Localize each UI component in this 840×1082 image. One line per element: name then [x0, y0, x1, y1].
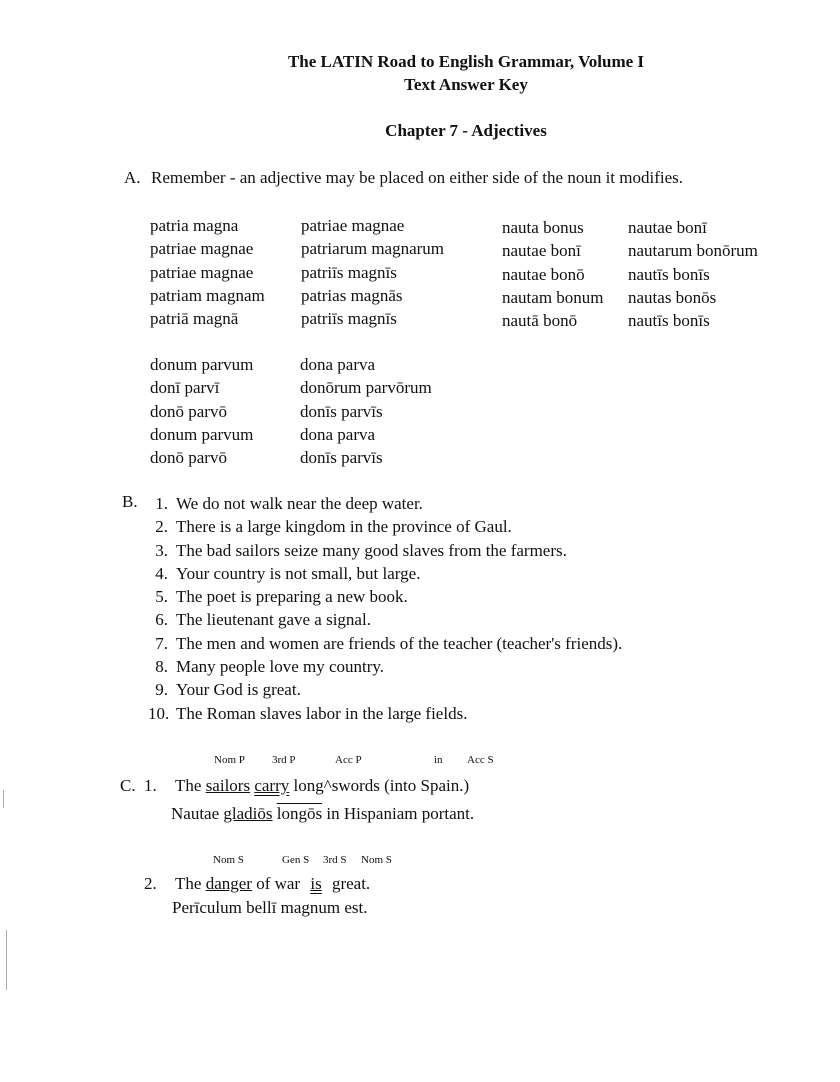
- parse-tag-in: in: [434, 754, 443, 766]
- word: The: [175, 776, 202, 795]
- book-title: The LATIN Road to English Grammar, Volume I: [287, 52, 645, 71]
- item-text: The bad sailors seize many good slaves from the farmers.: [176, 540, 567, 560]
- chapter-title: Chapter 7 - Adjectives: [385, 121, 547, 140]
- verb-word: carry: [254, 776, 290, 795]
- english-sentence-2: [175, 874, 370, 894]
- list-item: [148, 515, 748, 538]
- adjective-word: long: [293, 776, 324, 795]
- section-a-label: A.: [124, 168, 141, 187]
- list-item: [148, 702, 748, 725]
- word: The: [175, 874, 202, 893]
- item-text: The Roman slaves labor in the large fields.: [176, 703, 468, 723]
- section-b-label: B.: [122, 492, 138, 511]
- declension-cell: patriae magnae: [150, 262, 254, 282]
- item-text: Many people love my country.: [176, 657, 385, 677]
- list-item: [148, 678, 748, 701]
- parse-tag-nom-s: Nom S: [213, 854, 244, 866]
- latin-sentence-2: Perīculum bellī magnum est.: [172, 898, 368, 917]
- list-item: [148, 562, 748, 585]
- declension-cell: dona parva: [300, 355, 376, 374]
- item-text: The poet is preparing a new book.: [176, 587, 408, 607]
- item-number: 6.: [155, 610, 168, 630]
- list-item: [148, 585, 748, 608]
- declension-cell: patria magna: [150, 216, 239, 235]
- scan-mark: [6, 930, 7, 990]
- adjective-word: longōs: [276, 804, 323, 823]
- item-number: 4.: [155, 563, 168, 583]
- declension-cell: donum parvum: [150, 424, 254, 444]
- declension-cell: nautam bonum: [502, 287, 604, 307]
- declension-cell: patriarum magnarum: [301, 239, 445, 259]
- parse-tag-nom-p: Nom P: [214, 754, 245, 766]
- declension-cell: donō parvō: [150, 401, 227, 421]
- item-text: The lieutenant gave a signal.: [176, 610, 371, 630]
- declension-cell: patriae magnae: [301, 216, 405, 235]
- subject-word: danger: [205, 874, 252, 893]
- declension-cell: nautīs bonīs: [628, 311, 710, 331]
- verb-word: is: [310, 874, 322, 893]
- item-number: 10.: [148, 703, 170, 723]
- parse-tag-3rd-p: 3rd P: [272, 754, 296, 766]
- declension-cell: nautae bonī: [628, 218, 707, 237]
- list-item: [148, 608, 748, 631]
- subject-word: sailors: [205, 776, 251, 795]
- item-text: The men and women are friends of the teacher (teacher's friends).: [176, 633, 623, 653]
- word: great.: [331, 874, 371, 893]
- declension-cell: donīs parvīs: [300, 448, 383, 468]
- list-item: [148, 655, 748, 678]
- item-number: 5.: [155, 587, 168, 607]
- declension-cell: donīs parvīs: [300, 401, 383, 421]
- declension-cell: patriae magnae: [150, 239, 254, 259]
- parse-tag-acc-p: Acc P: [335, 754, 362, 766]
- item-text: Your God is great.: [176, 680, 301, 700]
- declension-cell: patriīs magnīs: [301, 262, 397, 282]
- word: of war: [256, 874, 301, 893]
- parse-tag-gen-s: Gen S: [282, 854, 310, 866]
- declension-cell: nautas bonōs: [628, 287, 717, 307]
- declension-cell: dona parva: [300, 424, 376, 444]
- declension-cell: patriīs magnīs: [301, 309, 397, 329]
- latin-sentence-1: [171, 804, 474, 824]
- item-number: 1.: [144, 776, 157, 795]
- parse-tag-nom-s-2: Nom S: [361, 854, 392, 866]
- item-number: 7.: [155, 633, 168, 653]
- declension-cell: patrias magnās: [301, 285, 403, 305]
- translation-list: [148, 492, 748, 725]
- declension-cell: donōrum parvōrum: [300, 378, 432, 398]
- declension-cell: nautarum bonōrum: [628, 241, 758, 261]
- english-sentence-1: [175, 776, 469, 796]
- answer-key-subtitle: Text Answer Key: [404, 75, 528, 94]
- word: swords (into Spain.): [331, 776, 470, 795]
- parse-tag-3rd-s: 3rd S: [323, 854, 347, 866]
- declension-cell: donī parvī: [150, 378, 220, 398]
- section-a-instruction: Remember - an adjective may be placed on either side of the noun it modifies.: [151, 168, 684, 187]
- parse-tag-acc-s: Acc S: [467, 754, 494, 766]
- scan-mark: [3, 790, 4, 808]
- declension-donum-plural: [300, 353, 432, 469]
- declension-cell: nautae bonī: [502, 241, 581, 261]
- declension-cell: patriā magnā: [150, 309, 239, 329]
- list-item: [148, 539, 748, 562]
- item-number: 1.: [155, 494, 168, 513]
- declension-donum-singular: [150, 353, 253, 469]
- declension-cell: nautīs bonīs: [628, 264, 710, 284]
- word: Nautae: [171, 804, 224, 823]
- item-number: 2.: [144, 874, 157, 893]
- item-number: 9.: [155, 680, 168, 700]
- item-text: There is a large kingdom in the province of Gaul.: [176, 517, 512, 537]
- declension-patria-singular: [150, 214, 265, 330]
- declension-cell: nauta bonus: [502, 218, 584, 237]
- item-number: 8.: [155, 657, 168, 677]
- word: in Hispaniam portant.: [322, 804, 475, 823]
- item-number: 2.: [155, 517, 168, 537]
- declension-cell: donō parvō: [150, 448, 227, 468]
- declension-cell: donum parvum: [150, 355, 254, 374]
- declension-cell: nautā bonō: [502, 311, 578, 331]
- section-c-label: C.: [120, 776, 136, 795]
- declension-nauta-plural: [628, 216, 758, 332]
- list-item: [148, 492, 748, 515]
- item-number: 3.: [155, 540, 168, 560]
- item-text: We do not walk near the deep water.: [176, 494, 423, 513]
- object-word: gladiōs: [223, 804, 273, 823]
- declension-cell: nautae bonō: [502, 264, 585, 284]
- insertion-caret: ^: [323, 776, 332, 795]
- declension-nauta-singular: [502, 216, 604, 332]
- declension-cell: patriam magnam: [150, 285, 265, 305]
- list-item: [148, 632, 748, 655]
- item-text: Your country is not small, but large.: [176, 563, 421, 583]
- declension-patria-plural: [301, 214, 444, 330]
